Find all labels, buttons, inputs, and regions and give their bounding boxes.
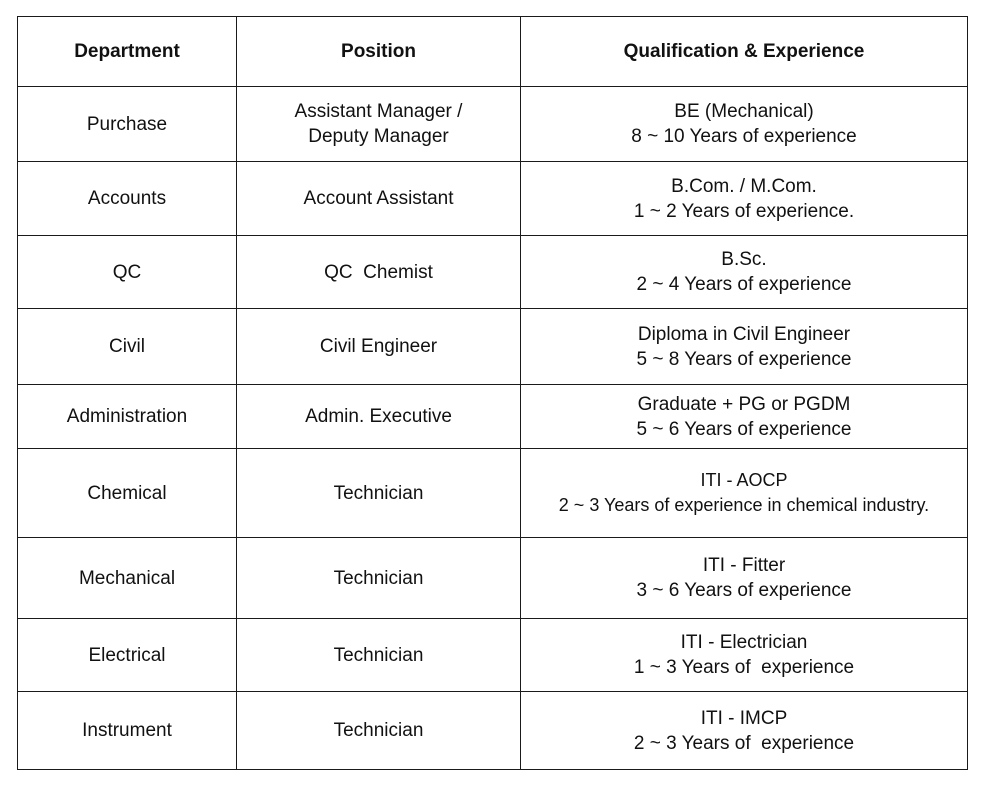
- position-cell: Technician: [237, 692, 521, 770]
- position-cell: Admin. Executive: [237, 385, 521, 449]
- position-cell: QC Chemist: [237, 236, 521, 309]
- department-cell: Chemical: [18, 449, 237, 538]
- table-row: [18, 162, 968, 236]
- qualification-cell: BE (Mechanical) 8 ~ 10 Years of experience: [521, 87, 968, 162]
- table-row: [18, 236, 968, 309]
- table-row: [18, 538, 968, 619]
- department-cell: Mechanical: [18, 538, 237, 619]
- job-openings-table: [17, 16, 968, 770]
- qualification-cell: Graduate + PG or PGDM 5 ~ 6 Years of experience: [521, 385, 968, 449]
- qualification-cell: ITI - Electrician 1 ~ 3 Years of experience: [521, 619, 968, 692]
- position-cell: Technician: [237, 449, 521, 538]
- qualification-cell: Diploma in Civil Engineer 5 ~ 8 Years of experience: [521, 309, 968, 385]
- table-row: [18, 619, 968, 692]
- header-department: Department: [18, 17, 237, 87]
- qualification-cell: B.Sc. 2 ~ 4 Years of experience: [521, 236, 968, 309]
- department-cell: Administration: [18, 385, 237, 449]
- table-row: [18, 385, 968, 449]
- department-cell: Civil: [18, 309, 237, 385]
- department-cell: Purchase: [18, 87, 237, 162]
- position-cell: Account Assistant: [237, 162, 521, 236]
- header-position: Position: [237, 17, 521, 87]
- position-cell: Civil Engineer: [237, 309, 521, 385]
- qualification-cell: ITI - IMCP 2 ~ 3 Years of experience: [521, 692, 968, 770]
- department-cell: Electrical: [18, 619, 237, 692]
- qualification-cell: B.Com. / M.Com. 1 ~ 2 Years of experience.: [521, 162, 968, 236]
- table-row: [18, 692, 968, 770]
- table-row: [18, 87, 968, 162]
- header-qualification: Qualification & Experience: [521, 17, 968, 87]
- department-cell: Accounts: [18, 162, 237, 236]
- qualification-cell: ITI - AOCP 2 ~ 3 Years of experience in chemical industry.: [521, 449, 968, 538]
- table-header-row: [18, 17, 968, 87]
- department-cell: QC: [18, 236, 237, 309]
- position-cell: Technician: [237, 538, 521, 619]
- table-row: [18, 449, 968, 538]
- department-cell: Instrument: [18, 692, 237, 770]
- position-cell: Assistant Manager / Deputy Manager: [237, 87, 521, 162]
- position-cell: Technician: [237, 619, 521, 692]
- table-row: [18, 309, 968, 385]
- qualification-cell: ITI - Fitter 3 ~ 6 Years of experience: [521, 538, 968, 619]
